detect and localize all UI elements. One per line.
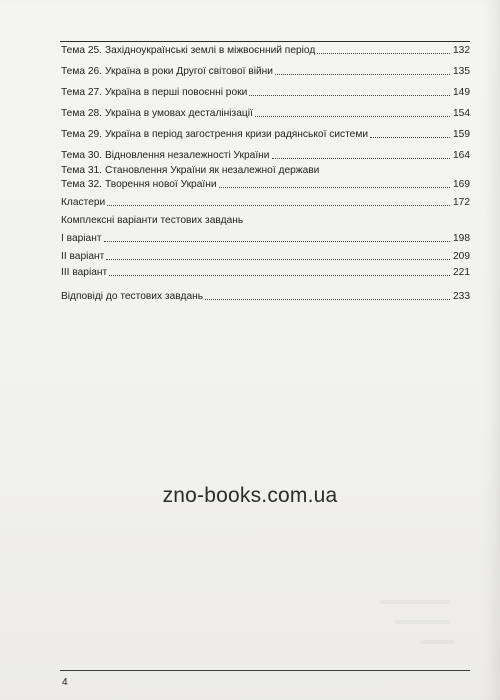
toc-topic-title: Україна в роки Другої світової війни (105, 65, 273, 77)
toc-topic-title: Творення нової України (105, 178, 217, 190)
page-number: 4 (62, 677, 68, 688)
toc-topic-title: Україна в період загострення кризи радянської системи (105, 128, 369, 140)
toc-page-number: 132 (453, 44, 470, 56)
toc-page-number: 135 (453, 65, 470, 77)
dot-leader (272, 158, 451, 159)
toc-topic-title: Західноукраїнські землі в міжвоєнний період (105, 44, 316, 56)
toc-section-title: Кластери (61, 196, 106, 208)
toc-entry (61, 85, 470, 99)
toc-page-number: 159 (453, 128, 470, 140)
toc-entry (61, 148, 470, 162)
toc-variant-title: ІІІ варіант (61, 266, 108, 278)
toc-entry (61, 106, 470, 120)
dot-leader (249, 95, 450, 96)
toc-entry-label (61, 46, 315, 57)
top-rule (60, 41, 470, 42)
bottom-rule (60, 670, 470, 671)
show-through-mark (420, 640, 455, 644)
toc-entry-label (61, 88, 247, 99)
toc-page-number: 198 (453, 232, 470, 244)
toc-topic-title: Становлення України як незалежної держави (105, 165, 320, 176)
toc-page-number: 154 (453, 107, 470, 119)
toc-page-number: 149 (453, 86, 470, 98)
toc-page-number: 221 (453, 266, 470, 278)
toc-entry-label (61, 151, 270, 162)
toc-topic-number: Тема 32. (61, 178, 102, 190)
toc-entry-variant (61, 265, 470, 279)
toc-page-number: 169 (453, 178, 470, 190)
toc-page-number: 233 (453, 290, 470, 302)
toc-entry (61, 166, 319, 176)
toc-entry-label (61, 109, 253, 120)
toc-topic-title: Україна в перші повоєнні роки (105, 86, 248, 98)
toc-topic-number: Тема 29. (61, 128, 102, 140)
toc-entry (61, 177, 470, 191)
show-through-mark (380, 600, 450, 604)
toc-tests-heading: Комплексні варіанти тестових завдань (61, 215, 244, 226)
dot-leader (205, 299, 450, 300)
toc-page-number: 164 (453, 149, 470, 161)
dot-leader (107, 205, 450, 206)
dot-leader (317, 53, 450, 54)
toc-topic-number: Тема 26. (61, 65, 102, 77)
show-through-mark (395, 620, 450, 624)
watermark-text: zno-books.com.ua (162, 484, 338, 507)
toc-page-number: 209 (453, 250, 470, 262)
toc-entry-label (61, 130, 368, 141)
toc-entry (61, 43, 470, 57)
dot-leader (104, 241, 450, 242)
toc-topic-number: Тема 31. (61, 165, 102, 176)
toc-entry-variant (61, 249, 470, 263)
toc-topic-title: Україна в умовах десталінізації (105, 107, 253, 119)
toc-entry-label (61, 180, 217, 191)
toc-topic-title: Відновлення незалежності України (105, 149, 270, 161)
dot-leader (106, 259, 450, 260)
dot-leader (219, 187, 450, 188)
toc-topic-number: Тема 30. (61, 149, 102, 161)
toc-entry-clusters (61, 195, 470, 209)
dot-leader (370, 137, 450, 138)
toc-variant-title: ІІ варіант (61, 250, 105, 262)
toc-entry-answers (61, 289, 470, 303)
toc-entry (61, 64, 470, 78)
toc-topic-number: Тема 27. (61, 86, 102, 98)
dot-leader (255, 116, 450, 117)
toc-topic-number: Тема 25. (61, 44, 102, 56)
dot-leader (109, 275, 450, 276)
toc-variant-title: І варіант (61, 232, 102, 244)
toc-entry-variant (61, 231, 470, 245)
toc-section-title: Відповіді до тестових завдань (61, 290, 204, 302)
toc-entry-label (61, 67, 273, 78)
toc-page-number: 172 (453, 196, 470, 208)
toc-topic-number: Тема 28. (61, 107, 102, 119)
dot-leader (275, 74, 450, 75)
toc-entry (61, 127, 470, 141)
